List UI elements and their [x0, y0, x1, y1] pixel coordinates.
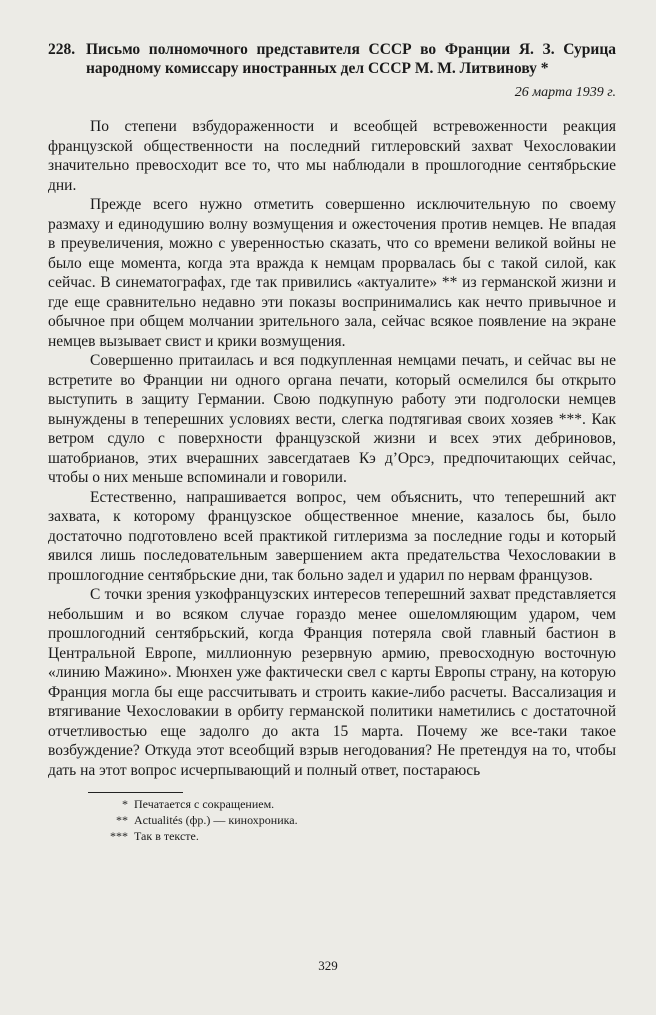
paragraph: По степени взбудораженности и всеобщей встревоженности реакция французской общественности на последний гитлеровский захват Чехословакии значительно превосходит все то, что мы наблюдали в прошлогодние сентябрьские дни.: [48, 118, 616, 194]
footnote-text: Actualités (фр.) — кинохроника.: [134, 813, 298, 827]
footnote-divider: [88, 792, 183, 793]
document-date: 26 марта 1939 г.: [514, 85, 616, 100]
paragraph: Естественно, напрашивается вопрос, чем объяснить, что теперешний акт захвата, к которому французское общественное мнение, казалось бы, было достаточно подготовлено всей практикой гитлеризма за последние годы и который явился лишь последовательным завершением акта предательства Чехословакии в прошлогодние сентябрьские дни, так больно задел и ударил по нервам французов.: [48, 488, 616, 584]
paragraph: С точки зрения узкофранцузских интересов теперешний захват представляется небольшим и во всяком случае гораздо менее ошеломляющим ударом, чем прошлогодний сентябрьский, когда Франция потеряла свой главный бастион в Центральной Европе, миллионную резервную армию, превосходную восточную «линию Мажино». Мюнхен уже фактически свел с карты Европы страну, на которую Франция могла бы еще рассчитывать и строить какие-либо расчеты. Вассализация и втягивание Чехословакии в орбиту германской политики наметились с достаточной отчетливостью еще задолго до акта 15 марта. Почему же все-таки такое возбуждение? Откуда этот всеобщий взрыв негодования? Не претендуя на то, чтобы дать на этот вопрос исчерпывающий и полный ответ, постараюсь: [48, 586, 616, 779]
footnote-mark: **: [116, 813, 128, 827]
page-number: 329: [318, 958, 338, 973]
document-number: 228.: [48, 41, 76, 58]
footnote-mark: *: [122, 797, 128, 811]
footnote-mark: ***: [110, 829, 128, 843]
footnote: [88, 796, 616, 812]
footnote-text: Так в тексте.: [134, 829, 199, 843]
footnote: [88, 828, 616, 844]
paragraph: Совершенно притаилась и вся подкупленная немцами печать, и сейчас вы не встретите во Франции ни одного органа печати, который осмелился бы открыто выступить в защиту Германии. Свою подкупную работу эти подголоски немцев вынуждены в теперешних условиях вести, слегка подтягивая своих хозяев ***. Как ветром сдуло с поверхности французской жизни и всех этих дебриновов, шатобрианов, этих вчерашних завсегдатаев Кэ д’Орсэ, предпочитающих сейчас, чтобы о них меньше вспоминали и говорили.: [48, 352, 616, 486]
footnote: [88, 812, 616, 828]
footnote-text: Печатается с сокращением.: [134, 797, 275, 811]
footnotes: [88, 796, 616, 844]
document-title: Письмо полномочного представителя СССР во Франции Я. З. Сурица народному комиссару иностранных дел СССР М. М. Литвинову *: [86, 41, 616, 77]
paragraph: Прежде всего нужно отметить совершенно исключительную по своему размаху и единодушию волну возмущения и ожесточения против немцев. Не впадая в преувеличения, можно с уверенностью сказать, что со времени великой войны не было еще момента, когда эта вражда к немцам прорвалась бы с такой силой, как сейчас. В синематографах, где так привились «актуалите» ** из германской жизни и где еще сравнительно недавно эти показы воспринимались как нечто привычное и обычное при общем молчании зрительного зала, сейчас всякое появление на экране немцев вызывает свист и крики возмущения.: [48, 196, 616, 350]
document-body: [48, 117, 616, 780]
document-header: [48, 40, 616, 78]
